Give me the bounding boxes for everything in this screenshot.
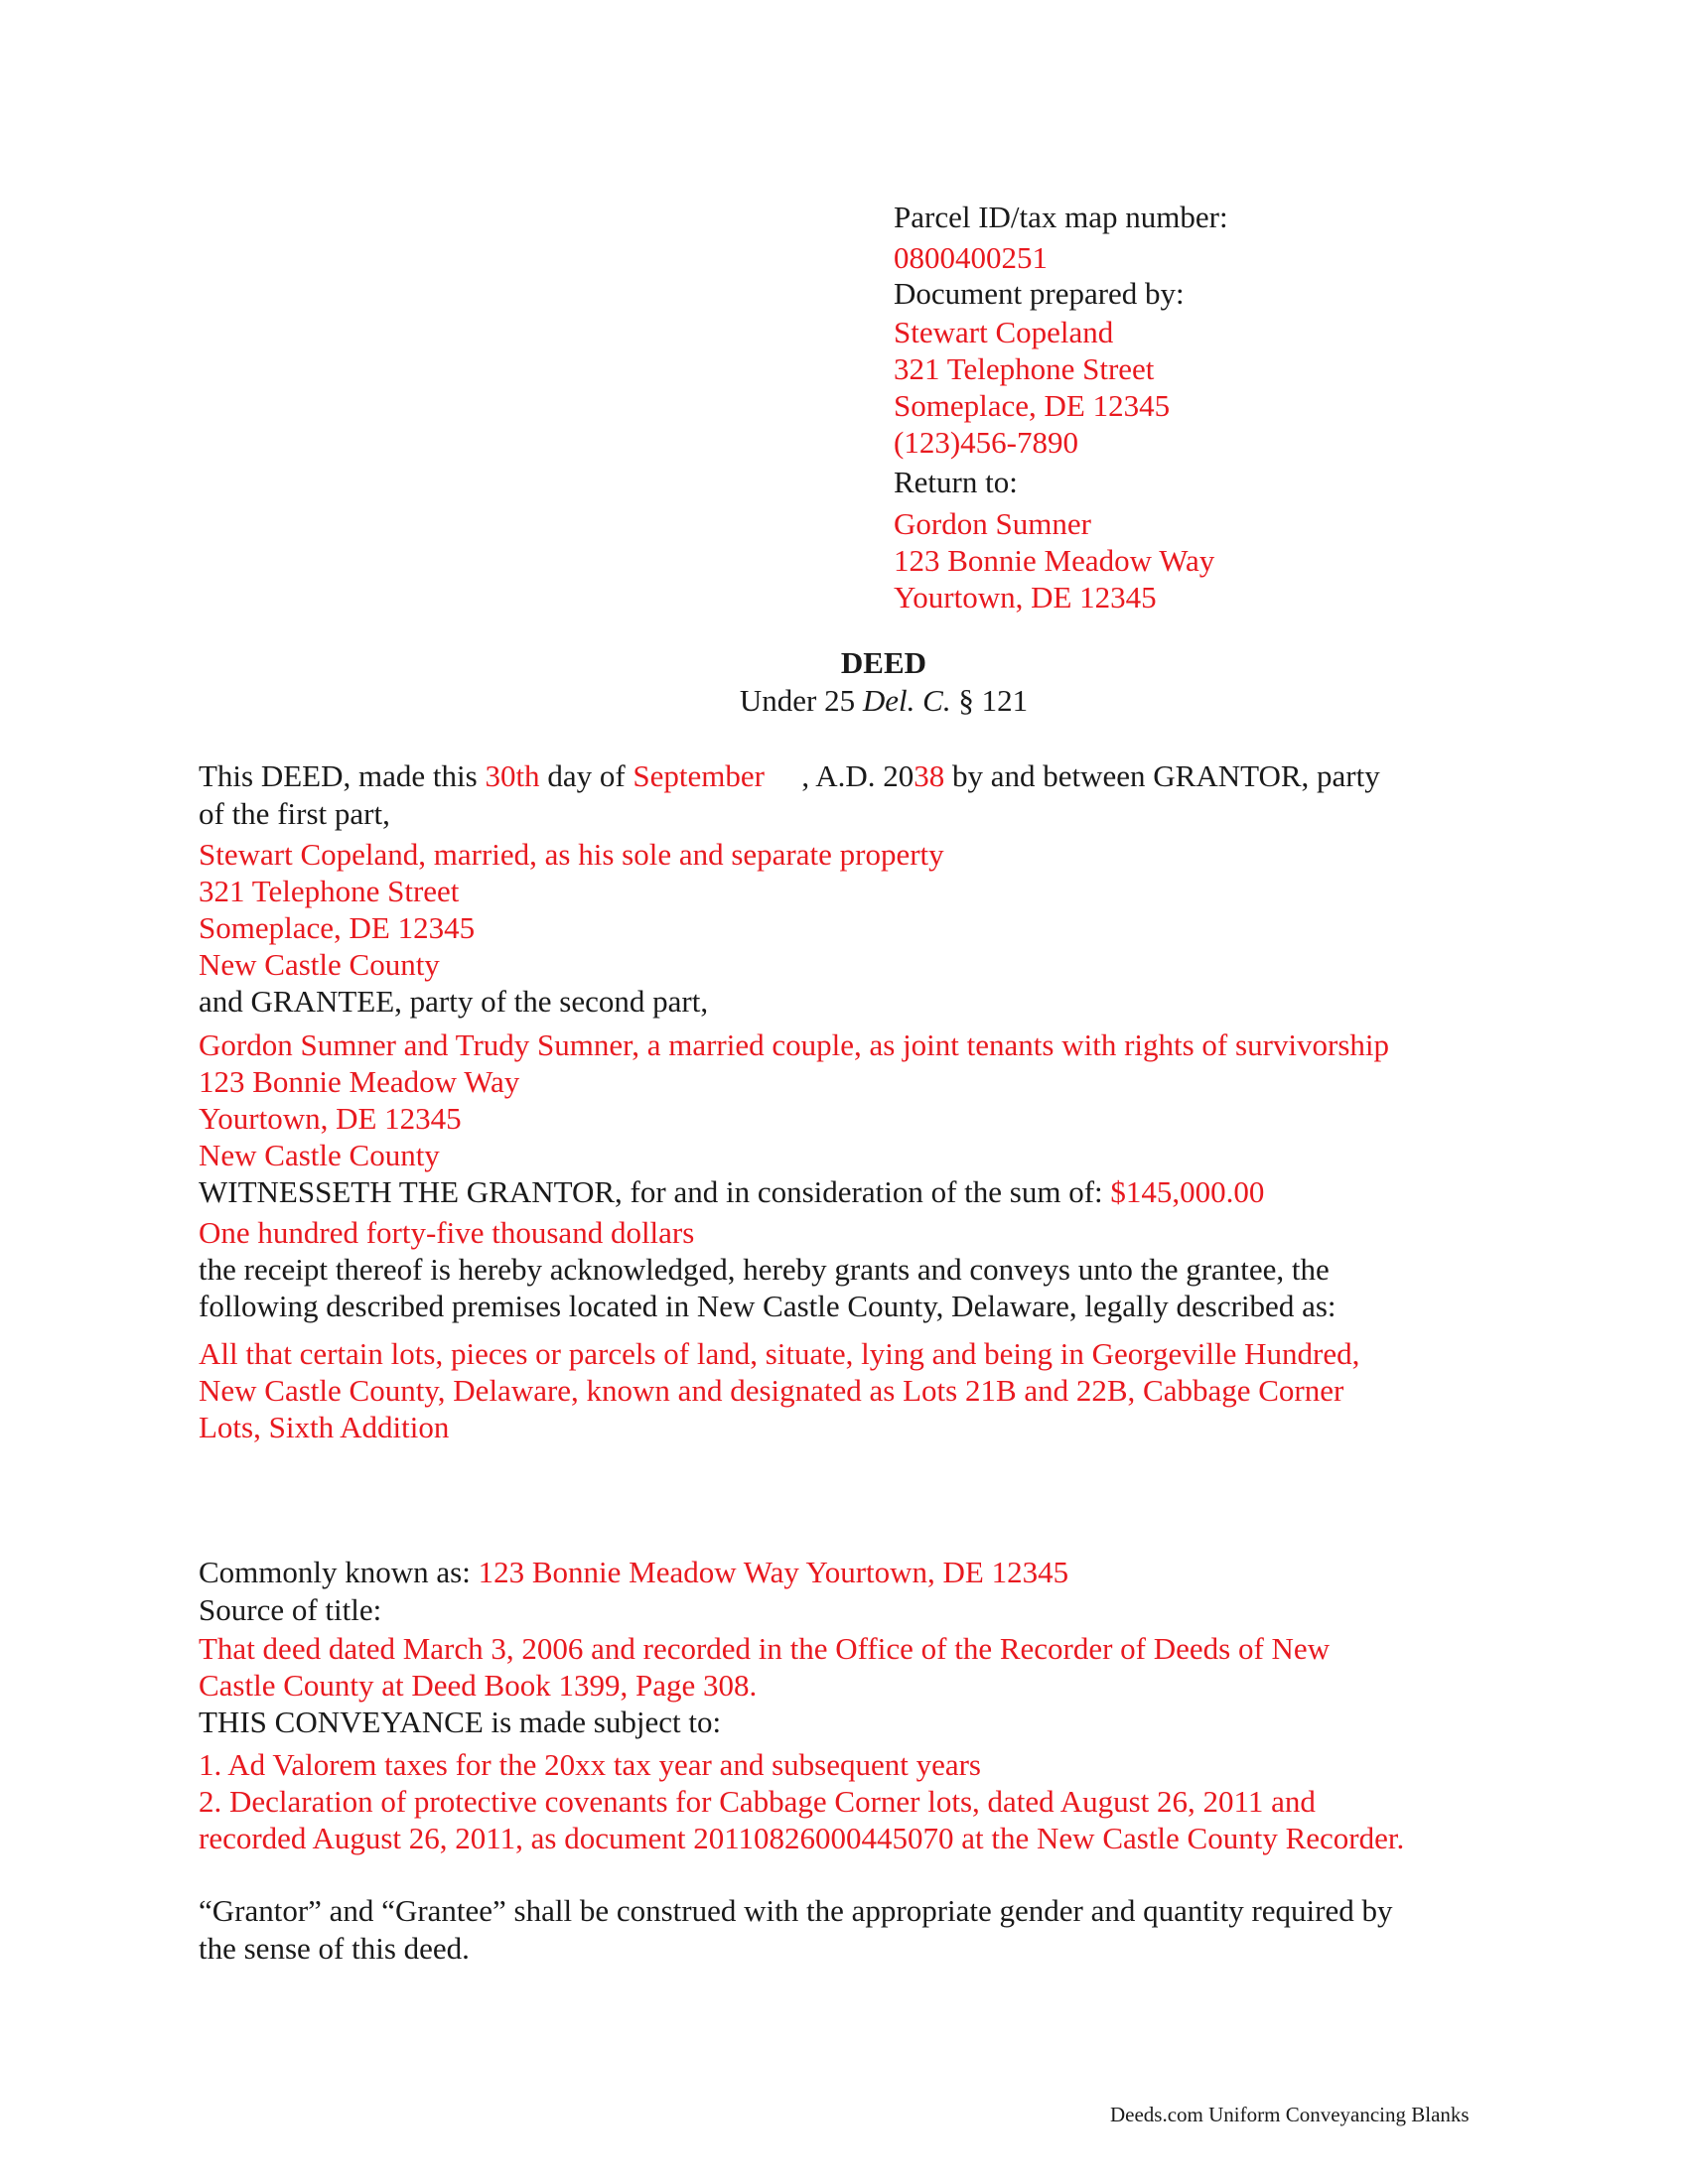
grantor-county: New Castle County (199, 947, 440, 982)
intro-year: 38 (914, 758, 945, 793)
consideration-words: One hundred forty-five thousand dollars (199, 1215, 695, 1250)
deed-title: DEED (840, 645, 927, 680)
grantee-street: 123 Bonnie Meadow Way (199, 1064, 520, 1099)
legal-description-line: Lots, Sixth Addition (199, 1410, 450, 1444)
intro-line: This DEED, made this 30th day of September , A.D. 2038 by and between GRANTOR, party (199, 758, 1380, 793)
parcel-number: 0800400251 (894, 240, 1048, 275)
consideration-text-2: following described premises located in New Castle County, Delaware, legally described as: (199, 1289, 1336, 1323)
consideration-text-1: the receipt thereof is hereby acknowledged, hereby grants and conveys unto the grantee, the (199, 1252, 1330, 1287)
intro-line-2: of the first part, (199, 796, 390, 831)
grantor-city: Someplace, DE 12345 (199, 910, 476, 945)
grantee-name: Gordon Sumner and Trudy Sumner, a married couple, as joint tenants with rights of survivorship (199, 1027, 1390, 1062)
conveyance-item: 1. Ad Valorem taxes for the 20xx tax year and subsequent years (199, 1747, 981, 1782)
legal-description-line: New Castle County, Delaware, known and designated as Lots 21B and 22B, Cabbage Corner (199, 1373, 1344, 1408)
return-to-city: Yourtown, DE 12345 (894, 580, 1157, 614)
intro-day: 30th (485, 758, 540, 793)
conveyance-label: THIS CONVEYANCE is made subject to: (199, 1705, 722, 1739)
grantee-intro: and GRANTEE, party of the second part, (199, 984, 709, 1019)
commonly-known-value: 123 Bonnie Meadow Way Yourtown, DE 12345 (478, 1555, 1069, 1589)
prepared-by-city: Someplace, DE 12345 (894, 388, 1171, 423)
source-of-title-line: That deed dated March 3, 2006 and recorded in the Office of the Recorder of Deeds of New (199, 1631, 1331, 1666)
parcel-label: Parcel ID/tax map number: (894, 200, 1228, 234)
page-footer: Deeds.com Uniform Conveyancing Blanks (1110, 2103, 1470, 2126)
return-to-label: Return to: (894, 465, 1018, 499)
consideration-line: WITNESSETH THE GRANTOR, for and in consideration of the sum of: $145,000.00 (199, 1174, 1265, 1209)
prepared-by-name: Stewart Copeland (894, 315, 1114, 349)
conveyance-item: 2. Declaration of protective covenants for Cabbage Corner lots, dated August 26, 2011 and (199, 1784, 1316, 1819)
closing-line: “Grantor” and “Grantee” shall be construed with the appropriate gender and quantity required by (199, 1893, 1393, 1928)
prepared-by-street: 321 Telephone Street (894, 351, 1155, 386)
intro-month: September (633, 758, 765, 793)
legal-description-line: All that certain lots, pieces or parcels of land, situate, lying and being in Georgeville Hundred, (199, 1336, 1360, 1371)
deed-subtitle: Under 25 Del. C. § 121 (739, 683, 1029, 718)
return-to-name: Gordon Sumner (894, 506, 1091, 541)
grantor-street: 321 Telephone Street (199, 874, 460, 908)
conveyance-item: recorded August 26, 2011, as document 20110826000445070 at the New Castle County Recorder. (199, 1821, 1405, 1855)
grantee-city: Yourtown, DE 12345 (199, 1101, 462, 1136)
grantor-name: Stewart Copeland, married, as his sole and separate property (199, 837, 944, 872)
closing-line: the sense of this deed. (199, 1931, 470, 1966)
commonly-known-line: Commonly known as: 123 Bonnie Meadow Way Yourtown, DE 12345 (199, 1555, 1069, 1589)
prepared-by-phone: (123)456-7890 (894, 425, 1078, 460)
consideration-amount: $145,000.00 (1110, 1174, 1265, 1209)
prepared-by-label: Document prepared by: (894, 276, 1185, 311)
source-of-title-line: Castle County at Deed Book 1399, Page 308. (199, 1668, 758, 1703)
return-to-street: 123 Bonnie Meadow Way (894, 543, 1215, 578)
source-of-title-label: Source of title: (199, 1592, 382, 1627)
grantee-county: New Castle County (199, 1138, 440, 1172)
